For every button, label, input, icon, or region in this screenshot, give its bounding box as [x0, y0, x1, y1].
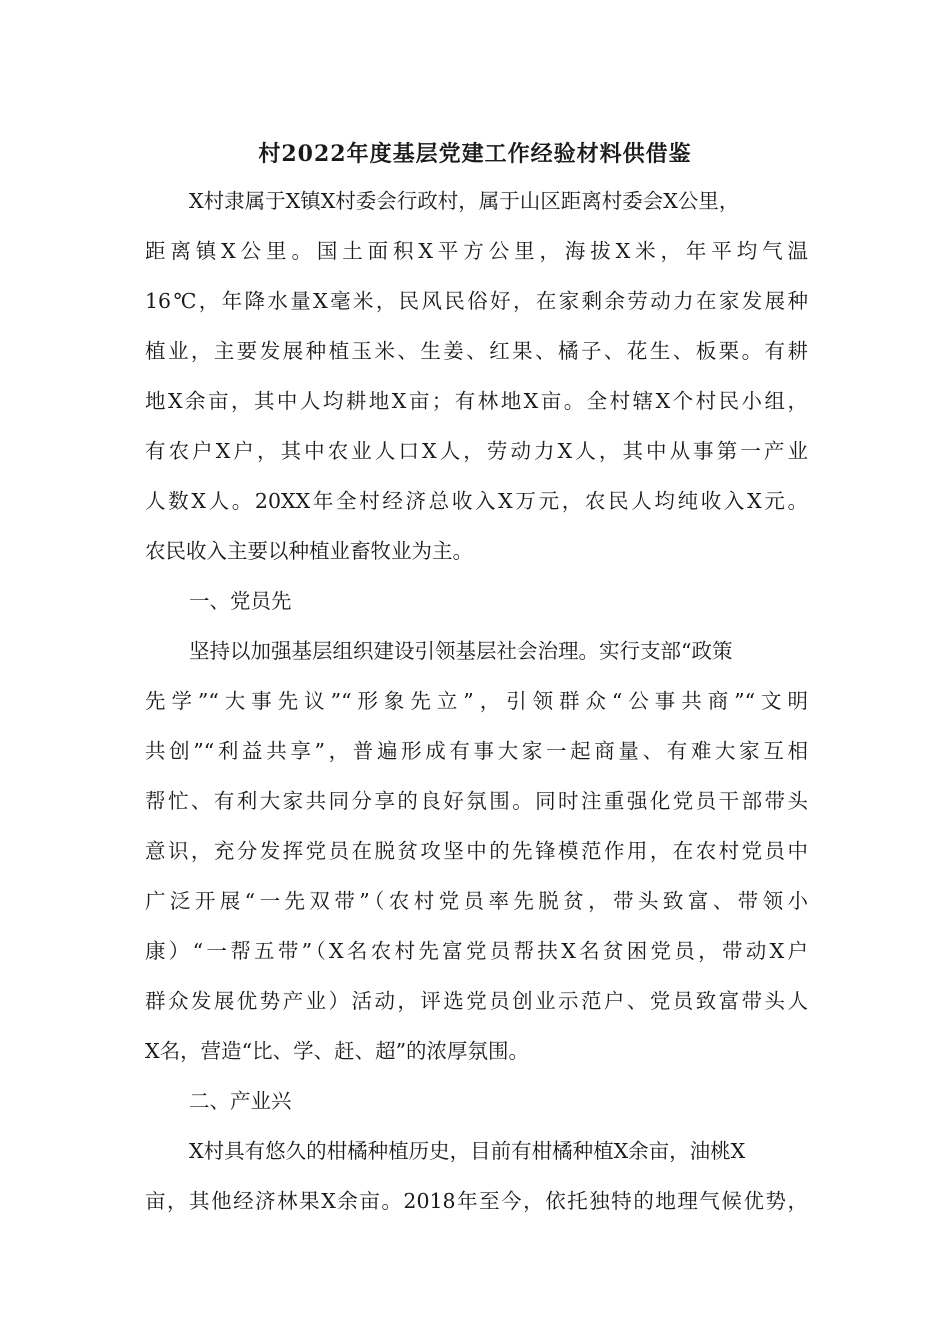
text-line: 坚持以加强基层组织建设引领基层社会治理。实行支部“政策 — [189, 639, 733, 663]
text-line: X村具有悠久的柑橘种植历史，目前有柑橘种植X余亩，油桃X — [189, 1139, 746, 1163]
text-line: 农民收入主要以种植业畜牧业为主。 — [145, 539, 473, 563]
text-line: 群众发展优势产业）活动，评选党员创业示范户、党员致富带头人 — [145, 989, 808, 1013]
section-heading-2: 二、产业兴 — [189, 1089, 292, 1113]
text-line: 16℃，年降水量X毫米，民风民俗好，在家剩余劳动力在家发展种 — [145, 289, 808, 313]
text-line: 有农户X户，其中农业人口X人，劳动力X人，其中从事第一产业 — [145, 439, 808, 463]
text-line: 地X余亩，其中人均耕地X亩；有林地X亩。全村辖X个村民小组， — [145, 389, 808, 413]
text-line: 人数X人。20XX年全村经济总收入X万元，农民人均纯收入X元。 — [145, 489, 808, 513]
text-line: 帮忙、有利大家共同分享的良好氛围。同时注重强化党员干部带头 — [145, 789, 808, 813]
text-line: X村隶属于X镇X村委会行政村，属于山区距离村委会X公里， — [189, 189, 740, 213]
text-line: 距离镇X公里。国土面积X平方公里，海拔X米，年平均气温 — [145, 239, 808, 263]
text-line: 亩，其他经济林果X余亩。2018年至今，依托独特的地理气候优势， — [145, 1189, 808, 1213]
text-line: 康）“一帮五带”（X名农村先富党员帮扶X名贫困党员，带动X户 — [145, 939, 808, 963]
text-line: 共创”“利益共享”，普遍形成有事大家一起商量、有难大家互相 — [145, 739, 808, 763]
text-line: 先学”“大事先议”“形象先立”，引领群众“公事共商”“文明 — [145, 689, 808, 713]
text-line: X名，营造“比、学、赶、超”的浓厚氛围。 — [145, 1039, 530, 1063]
text-line: 广泛开展“一先双带”（农村党员率先脱贫，带头致富、带领小 — [145, 889, 808, 913]
text-line: 植业，主要发展种植玉米、生姜、红果、橘子、花生、板栗。有耕 — [145, 339, 808, 363]
section-heading-1: 一、党员先 — [189, 589, 292, 613]
document-title: 村2022年度基层党建工作经验材料供借鉴 — [258, 141, 692, 167]
text-line: 意识，充分发挥党员在脱贫攻坚中的先锋模范作用，在农村党员中 — [145, 839, 808, 863]
